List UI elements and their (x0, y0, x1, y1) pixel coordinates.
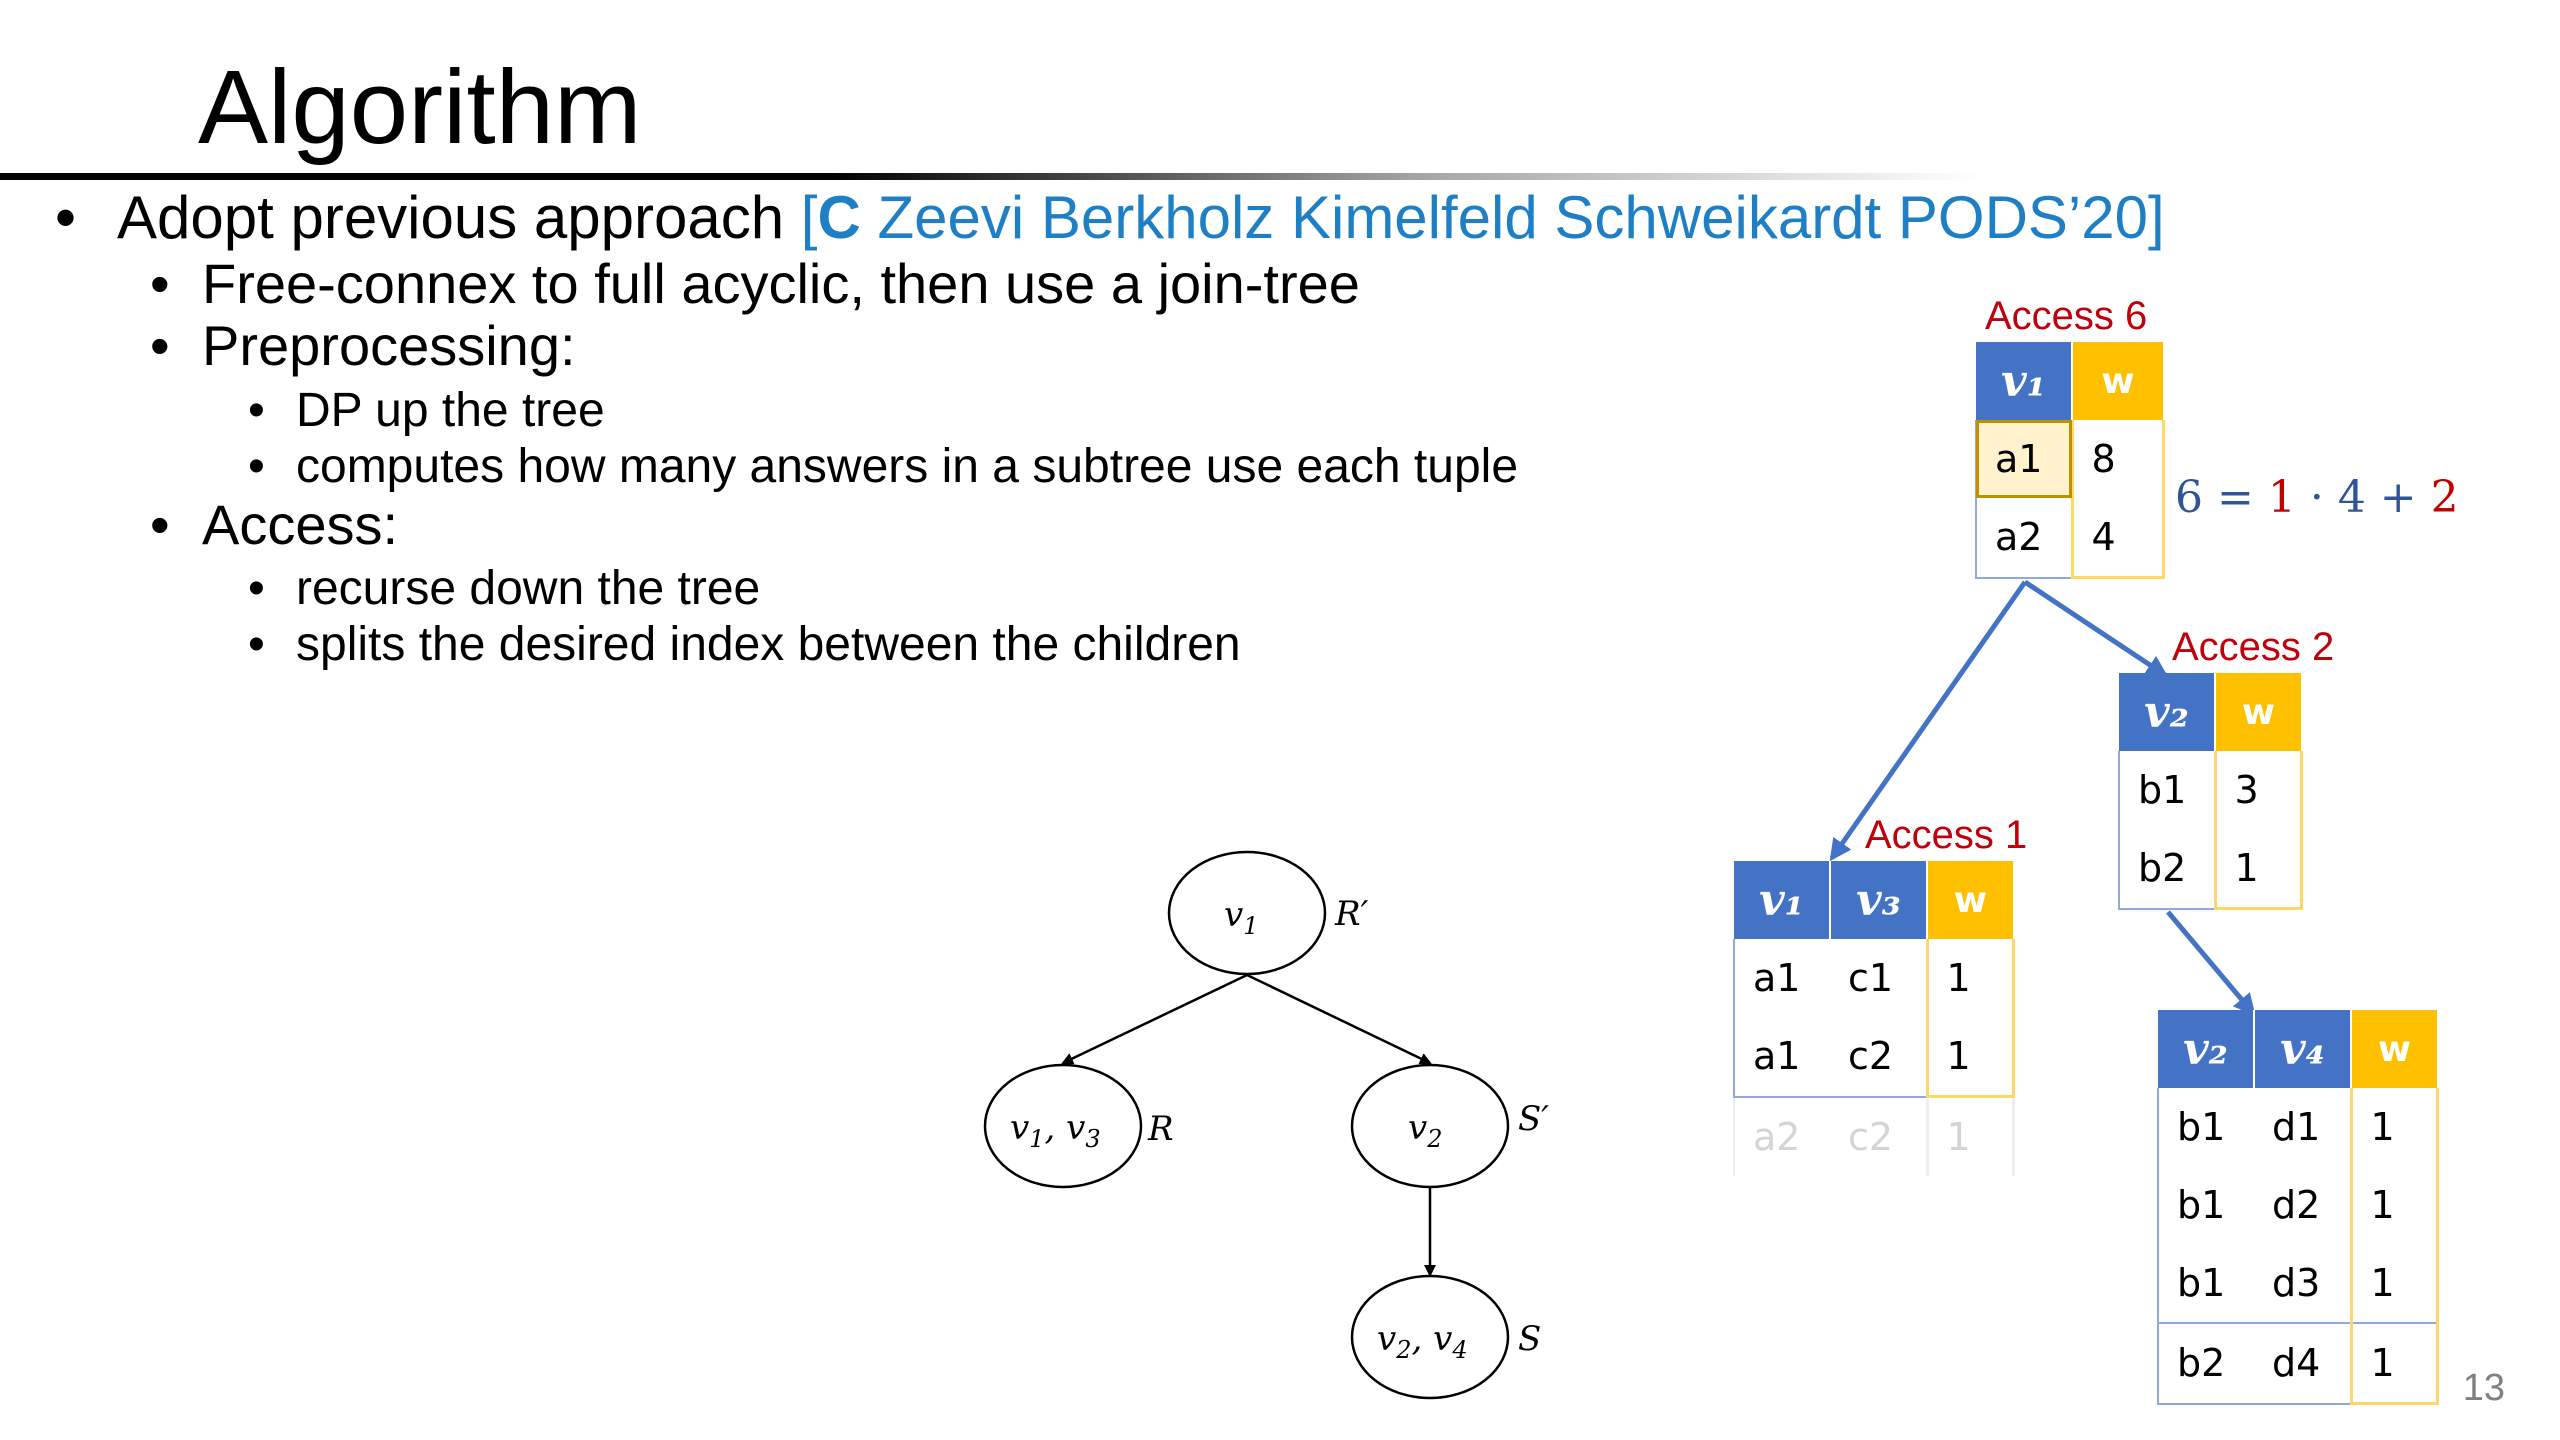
access-1-label: Access 1 (1865, 813, 2028, 857)
cell-v4: d3 (2272, 1261, 2321, 1305)
bullet-text: DP up the tree (296, 384, 605, 437)
col-header-w: w (2215, 673, 2301, 751)
table-row (2119, 829, 2301, 909)
table-row (1976, 498, 2163, 578)
table-v1 (1975, 342, 2165, 579)
bullet-marker: • (150, 252, 170, 315)
bullet-text: Adopt previous approach (117, 184, 801, 251)
col-header-v1: v₁ (1734, 861, 1830, 939)
eq-a: 1 (2267, 472, 2296, 523)
eq-lhs: 6 (2175, 472, 2203, 523)
col-header-w: w (1927, 861, 2013, 939)
col-header-w: w (2351, 1010, 2437, 1088)
table-v2-v4 (2157, 1010, 2439, 1405)
node-label-v2v4: $v_2$, $v_4$ (1377, 1319, 1468, 1364)
eq-b: 4 (2337, 472, 2366, 523)
bullet-text: Preprocessing: (202, 314, 576, 377)
cell-v4: d1 (2272, 1105, 2321, 1149)
table-header-row (2119, 673, 2301, 751)
cell-w: 1 (2215, 829, 2301, 909)
citation-bracket: [ (800, 184, 818, 251)
citation-c: C (817, 184, 861, 251)
cell-v2: b2 (2158, 1323, 2254, 1404)
tree-edge-v1-v1v3 (1063, 975, 1247, 1063)
col-header-v3: v₃ (1830, 861, 1927, 939)
table-row (2158, 1323, 2437, 1404)
relation-label-rprime: R′ (1335, 894, 1369, 934)
table-v2 (2118, 673, 2303, 910)
cell-v2: b1 (2158, 1088, 2254, 1166)
arrow-to-v2v4-table (2168, 912, 2253, 1013)
cell-v2: b1 (2158, 1244, 2254, 1323)
bullet-text: recurse down the tree (296, 562, 761, 615)
cell-v2: b1 (2158, 1166, 2254, 1244)
bullet-text: Free-connex to full acyclic, then use a join-tree (202, 252, 1360, 315)
table-header-row (1976, 342, 2163, 420)
cell-v1: a1 (1734, 1017, 1830, 1097)
access-2-label: Access 2 (2172, 625, 2335, 669)
node-label-v1: $v_1$ (1224, 895, 1259, 940)
eq-equals: = (2203, 472, 2268, 523)
table-v1-v3 (1733, 861, 2015, 1176)
cell-v1: a2 (1976, 498, 2072, 578)
cell-v1: a1 (1976, 420, 2072, 498)
node-label-v1v3: $v_1$, $v_3$ (1010, 1108, 1101, 1153)
eq-plus: + (2365, 472, 2431, 523)
table-row (1976, 420, 2163, 498)
cell-w: 1 (2351, 1323, 2437, 1404)
tree-edge-v1-v2 (1247, 975, 1430, 1063)
cell-v1: a2 (1734, 1097, 1830, 1177)
cell-w: 1 (1927, 1097, 2013, 1177)
cell-w: 4 (2072, 498, 2163, 578)
bullet-marker: • (248, 440, 265, 493)
cell-v3: c2 (1848, 1114, 1894, 1159)
table-row (1734, 1017, 2013, 1097)
cell-w: 1 (1927, 939, 2013, 1017)
bullet-marker: • (248, 384, 265, 437)
cell-v1: a1 (1734, 939, 1830, 1017)
bullet-marker: • (248, 618, 265, 671)
col-header-v2: v₂ (2119, 673, 2215, 751)
col-header-v2: v₂ (2158, 1010, 2254, 1088)
table-row (2158, 1244, 2437, 1323)
citation-authors: Zeevi Berkholz Kimelfeld Schweikardt PODS’20] (860, 184, 2165, 251)
table-row (2158, 1088, 2437, 1166)
bullet-text: splits the desired index between the children (296, 618, 1241, 671)
cell-w: 3 (2215, 751, 2301, 829)
table-row (2119, 751, 2301, 829)
bullet-marker: • (55, 184, 77, 251)
bullet-marker: • (150, 314, 170, 377)
col-header-v4: v₄ (2254, 1010, 2351, 1088)
cell-w: 8 (2072, 420, 2163, 498)
eq-c: 2 (2430, 472, 2459, 523)
split-equation (2175, 472, 2459, 523)
bullet-marker: • (150, 493, 170, 556)
table-row (2158, 1166, 2437, 1244)
cell-v4: d4 (2254, 1323, 2351, 1404)
bullet-text: Access: (202, 493, 399, 556)
col-header-w: w (2072, 342, 2163, 420)
cell-v2: b2 (2119, 829, 2215, 909)
bullet-marker: • (248, 562, 265, 615)
table-header-row (1734, 861, 2013, 939)
slide-title: Algorithm (198, 49, 642, 166)
table-row (1734, 939, 2013, 1017)
cell-v4: d2 (2272, 1183, 2321, 1227)
cell-w: 1 (1927, 1017, 2013, 1097)
cell-w: 1 (2351, 1244, 2437, 1323)
cell-w: 1 (2351, 1088, 2437, 1166)
arrow-to-v2-table (2025, 582, 2165, 675)
col-header-v1: v₁ (1976, 342, 2072, 420)
page-number: 13 (2462, 1367, 2505, 1409)
bullet-text: computes how many answers in a subtree use each tuple (296, 440, 1519, 493)
relation-label-r: R (1148, 1109, 1174, 1149)
table-row-faded (1734, 1097, 2013, 1177)
access-6-label: Access 6 (1985, 294, 2148, 338)
cell-v3: c1 (1848, 956, 1894, 1000)
relation-label-s: S (1518, 1319, 1542, 1359)
table-header-row (2158, 1010, 2437, 1088)
cell-v2: b1 (2119, 751, 2215, 829)
relation-label-sprime: S′ (1518, 1099, 1550, 1139)
node-label-v2: $v_2$ (1408, 1108, 1443, 1153)
cell-w: 1 (2351, 1166, 2437, 1244)
eq-dot: · (2295, 472, 2338, 523)
cell-v3: c2 (1830, 1017, 1927, 1097)
